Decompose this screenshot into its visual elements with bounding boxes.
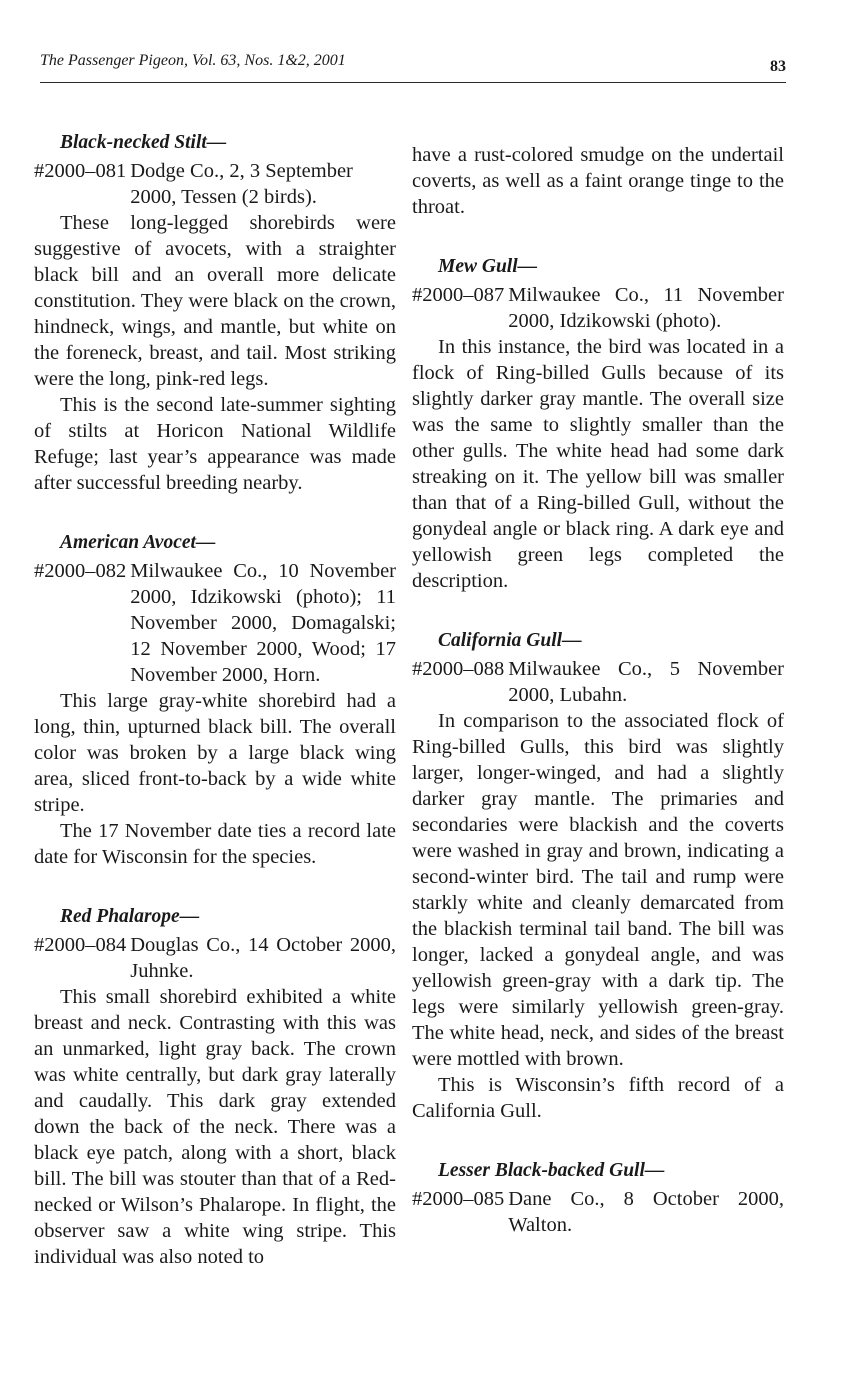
entry-california-gull bbox=[412, 628, 784, 1124]
record-number: #2000–087 bbox=[412, 284, 505, 306]
entry-american-avocet bbox=[34, 530, 396, 870]
paragraph: The 17 November date ties a record late date for Wisconsin for the species. bbox=[34, 820, 396, 868]
record-number: #2000–085 bbox=[412, 1188, 505, 1210]
record-details: Milwaukee Co., 5 November 2000, Lubahn. bbox=[508, 658, 784, 706]
record-line bbox=[34, 558, 396, 688]
entry-mew-gull bbox=[412, 254, 784, 594]
page-number: 83 bbox=[770, 58, 786, 75]
record-line bbox=[412, 282, 784, 334]
record-details: Dane Co., 8 October 2000, Walton. bbox=[508, 1188, 784, 1236]
record-details: Douglas Co., 14 October 2000, Juhnke. bbox=[130, 934, 396, 982]
record-line bbox=[34, 158, 396, 210]
paragraph: This large gray-white shorebird had a long, thin, upturned black bill. The overall color was broken by a large black wing area, sliced front-to-back by a wide white stripe. bbox=[34, 690, 396, 816]
species-title: American Avocet— bbox=[60, 532, 216, 553]
record-number: #2000–088 bbox=[412, 658, 505, 680]
species-title: Mew Gull— bbox=[438, 256, 538, 277]
record-details: Milwaukee Co., 11 November 2000, Idzikowski (photo). bbox=[508, 284, 784, 332]
record-line bbox=[412, 656, 784, 708]
running-header bbox=[40, 48, 786, 83]
entry-lesser-black-backed-gull bbox=[412, 1158, 784, 1238]
record-line bbox=[34, 932, 396, 984]
record-number: #2000–081 bbox=[34, 160, 127, 182]
paragraph: This is Wisconsin’s fifth record of a California Gull. bbox=[412, 1074, 784, 1122]
paragraph: This is the second late-summer sighting of stilts at Horicon National Wildlife Refuge; last year’s appearance was made after successful breeding nearby. bbox=[34, 394, 396, 494]
paragraph: In this instance, the bird was located in a flock of Ring-billed Gulls because of its slightly darker gray mantle. The overall size was the same to slightly smaller than the other gulls. The white head had some dark streaking on it. The yellow bill was smaller than that of a Ring-billed Gull, without the gonydeal angle or black ring. A dark eye and yellowish green legs completed the description. bbox=[412, 336, 784, 592]
record-number: #2000–082 bbox=[34, 560, 127, 582]
entry-red-phalarope bbox=[34, 904, 396, 1270]
journal-citation: The Passenger Pigeon, Vol. 63, Nos. 1&2, 2001 bbox=[40, 52, 346, 69]
entry-black-necked-stilt bbox=[34, 130, 396, 496]
paragraph: In comparison to the associated flock of Ring-billed Gulls, this bird was slightly larger, longer-winged, and had a slightly darker gray mantle. The primaries and secondaries were blackish and the coverts were washed in gray and brown, indicating a second-winter bird. The tail and rump were starkly white and cleanly demarcated from the blackish terminal tail band. The bill was longer, lacked a gonydeal angle, and was yellowish green-gray with a dark tip. The legs were similarly yellowish green-gray. The white head, neck, and sides of the breast were mottled with brown. bbox=[412, 710, 784, 1070]
species-title: Red Phalarope— bbox=[60, 906, 200, 927]
right-column bbox=[412, 142, 784, 1238]
left-column bbox=[34, 130, 396, 1270]
species-title: Lesser Black-backed Gull— bbox=[438, 1160, 665, 1181]
record-line bbox=[412, 1186, 784, 1238]
species-title: Black-necked Stilt— bbox=[60, 132, 227, 153]
continued-paragraph: have a rust-colored smudge on the undertail coverts, as well as a faint orange tinge to the throat. bbox=[412, 144, 784, 218]
paragraph: These long-legged shorebirds were suggestive of avocets, with a straighter black bill and an overall more delicate constitution. They were black on the crown, hindneck, wings, and mantle, but white on the foreneck, breast, and tail. Most striking were the long, pink-red legs. bbox=[34, 212, 396, 390]
record-details: Dodge Co., 2, 3 September 2000, Tessen (2 birds). bbox=[130, 160, 353, 208]
paragraph: This small shorebird exhibited a white breast and neck. Contrasting with this was an unmarked, light gray back. The crown was white centrally, but dark gray laterally and caudally. This dark gray extended down the back of the neck. There was a black eye patch, along with a short, black bill. The bill was stouter than that of a Red-necked or Wilson’s Phalarope. In flight, the observer saw a white wing stripe. This individual was also noted to bbox=[34, 986, 396, 1268]
record-number: #2000–084 bbox=[34, 934, 127, 956]
record-details: Milwaukee Co., 10 November 2000, Idzikowski (photo); 11 November 2000, Domagalski; 12 November 2000, Wood; 17 November 2000, Horn. bbox=[130, 560, 396, 686]
species-title: California Gull— bbox=[438, 630, 582, 651]
